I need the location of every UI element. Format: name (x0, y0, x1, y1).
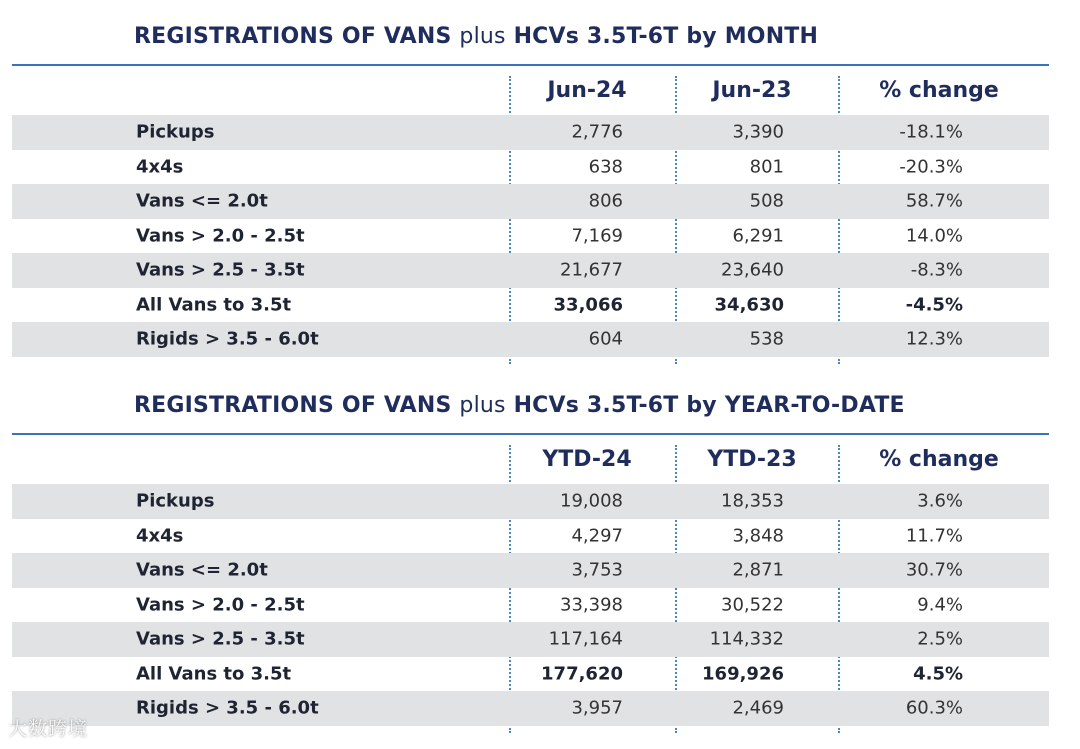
ytd-col-header-1: YTD-24 (542, 447, 632, 472)
table-row-total (12, 657, 1049, 692)
value-pct-change: 58.7% (905, 190, 963, 212)
value-pct-change: -18.1% (899, 121, 963, 143)
value-pct-change: 12.3% (905, 328, 963, 350)
table-row (12, 519, 1049, 554)
row-label: 4x4s (136, 525, 184, 547)
ytd-col-header-2: YTD-23 (707, 447, 797, 472)
ytd-title-rule (12, 433, 1049, 435)
value-previous: 508 (749, 190, 784, 212)
row-label: Rigids > 3.5 - 6.0t (136, 697, 319, 719)
value-current: 117,164 (548, 628, 623, 650)
value-current: 21,677 (560, 259, 623, 281)
monthly-col-header-pct: % change (879, 78, 999, 103)
value-previous: 801 (749, 156, 784, 178)
value-previous: 169,926 (702, 663, 784, 685)
value-pct-change: 11.7% (905, 525, 963, 547)
value-current: 33,066 (553, 294, 623, 316)
value-previous: 2,871 (732, 559, 784, 581)
row-label: Vans > 2.0 - 2.5t (136, 594, 305, 616)
monthly-title-rule (12, 64, 1049, 66)
value-previous: 18,353 (721, 490, 784, 512)
table-row-total (12, 288, 1049, 323)
table-row (12, 115, 1049, 150)
value-current: 806 (588, 190, 623, 212)
row-label: Vans > 2.0 - 2.5t (136, 225, 305, 247)
value-current: 33,398 (560, 594, 623, 616)
table-row (12, 691, 1049, 726)
table-row (12, 184, 1049, 219)
row-label: Vans > 2.5 - 3.5t (136, 259, 305, 281)
value-current: 3,957 (571, 697, 623, 719)
row-label: Vans <= 2.0t (136, 190, 268, 212)
value-pct-change: 2.5% (917, 628, 963, 650)
row-label: Pickups (136, 121, 215, 143)
value-previous: 3,390 (732, 121, 784, 143)
row-label: All Vans to 3.5t (136, 294, 292, 316)
row-label: Rigids > 3.5 - 6.0t (136, 328, 319, 350)
value-previous: 34,630 (714, 294, 784, 316)
value-pct-change: 9.4% (917, 594, 963, 616)
value-pct-change: -8.3% (910, 259, 963, 281)
ytd-col-header-pct: % change (879, 447, 999, 472)
watermark-logo: 大数跨境 (8, 718, 89, 740)
value-pct-change: 14.0% (905, 225, 963, 247)
table-row (12, 219, 1049, 254)
value-current: 2,776 (571, 121, 623, 143)
value-pct-change: 60.3% (905, 697, 963, 719)
value-previous: 538 (749, 328, 784, 350)
monthly-title: REGISTRATIONS OF VANS plus HCVs 3.5T-6T by MONTH (134, 24, 819, 49)
value-pct-change: -4.5% (905, 294, 963, 316)
value-current: 19,008 (560, 490, 623, 512)
value-previous: 114,332 (709, 628, 784, 650)
value-current: 177,620 (541, 663, 623, 685)
table-row (12, 484, 1049, 519)
row-label: Vans > 2.5 - 3.5t (136, 628, 305, 650)
ytd-title: REGISTRATIONS OF VANS plus HCVs 3.5T-6T by YEAR-TO-DATE (134, 393, 905, 418)
value-previous: 23,640 (721, 259, 784, 281)
value-previous: 3,848 (732, 525, 784, 547)
table-row (12, 150, 1049, 185)
value-previous: 6,291 (732, 225, 784, 247)
table-row (12, 253, 1049, 288)
table-row (12, 588, 1049, 623)
value-previous: 2,469 (732, 697, 784, 719)
value-previous: 30,522 (721, 594, 784, 616)
row-label: 4x4s (136, 156, 184, 178)
value-current: 604 (588, 328, 623, 350)
value-pct-change: -20.3% (899, 156, 963, 178)
table-row (12, 553, 1049, 588)
value-current: 638 (588, 156, 623, 178)
monthly-col-header-2: Jun-23 (712, 78, 792, 103)
row-label: Pickups (136, 490, 215, 512)
monthly-col-header-1: Jun-24 (547, 78, 627, 103)
table-row (12, 622, 1049, 657)
row-label: Vans <= 2.0t (136, 559, 268, 581)
value-current: 3,753 (571, 559, 623, 581)
value-current: 7,169 (571, 225, 623, 247)
value-pct-change: 30.7% (905, 559, 963, 581)
value-pct-change: 4.5% (913, 663, 963, 685)
table-row (12, 322, 1049, 357)
value-current: 4,297 (571, 525, 623, 547)
value-pct-change: 3.6% (917, 490, 963, 512)
row-label: All Vans to 3.5t (136, 663, 292, 685)
